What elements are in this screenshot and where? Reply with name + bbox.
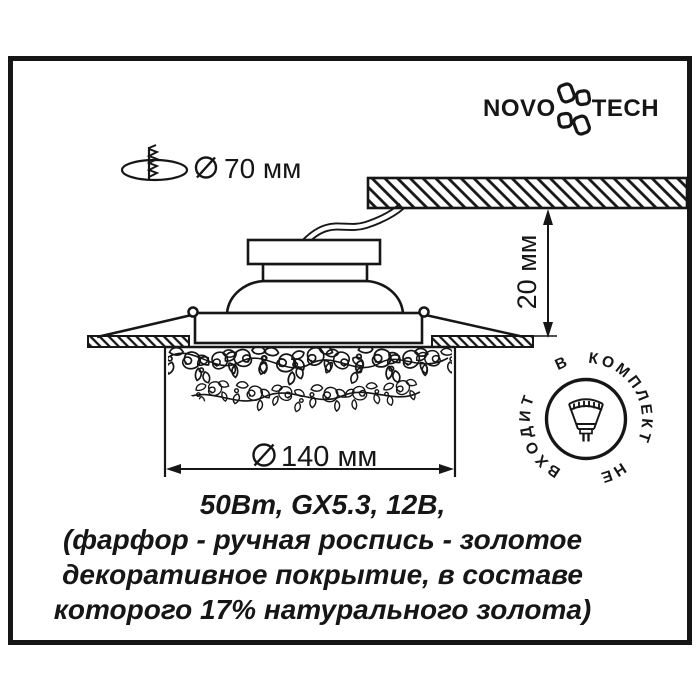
spec-text-block xyxy=(10,487,635,627)
drill-hole-icon xyxy=(122,145,187,180)
badge-word-ne: НЕ xyxy=(596,459,629,487)
svg-text:НЕ xyxy=(597,459,629,486)
terminal-box xyxy=(248,240,380,264)
hole-diameter-note xyxy=(196,153,301,184)
spec-line-power: 50Вт, GX5.3, 12В, xyxy=(199,489,446,520)
power-wire xyxy=(304,206,402,243)
hole-diameter-label: 70 мм xyxy=(224,153,302,184)
badge-word-komplekt: КОМПЛЕКТ xyxy=(587,349,656,447)
badge-word-v: В xyxy=(552,353,570,374)
diameter-icon xyxy=(196,158,216,178)
brand-text-right: TECH xyxy=(591,95,660,122)
outer-diameter-label: 140 мм xyxy=(281,441,378,473)
lamp-not-included-badge xyxy=(517,350,656,487)
ceiling-slab xyxy=(368,178,687,208)
floral-decor xyxy=(164,343,456,413)
lamp-housing-dome xyxy=(227,281,403,313)
svg-text:В xyxy=(553,354,570,374)
housing-neck xyxy=(263,264,367,281)
trim-plate xyxy=(195,313,422,343)
depth-label: 20 мм xyxy=(512,234,542,310)
outer-diameter-dimension xyxy=(166,441,454,474)
badge-word-vhodit: ВХОДИТ xyxy=(516,389,564,481)
depth-dimension xyxy=(512,209,553,338)
diameter-icon xyxy=(254,445,275,466)
spec-line-material-3: которого 17% натурального золота) xyxy=(53,594,592,625)
brand-text-left: NOVO xyxy=(483,95,556,122)
spec-line-material-1: (фарфор - ручная роспись - золотое xyxy=(62,524,583,555)
spec-line-material-2: декоративное покрытие, в составе xyxy=(62,559,583,590)
